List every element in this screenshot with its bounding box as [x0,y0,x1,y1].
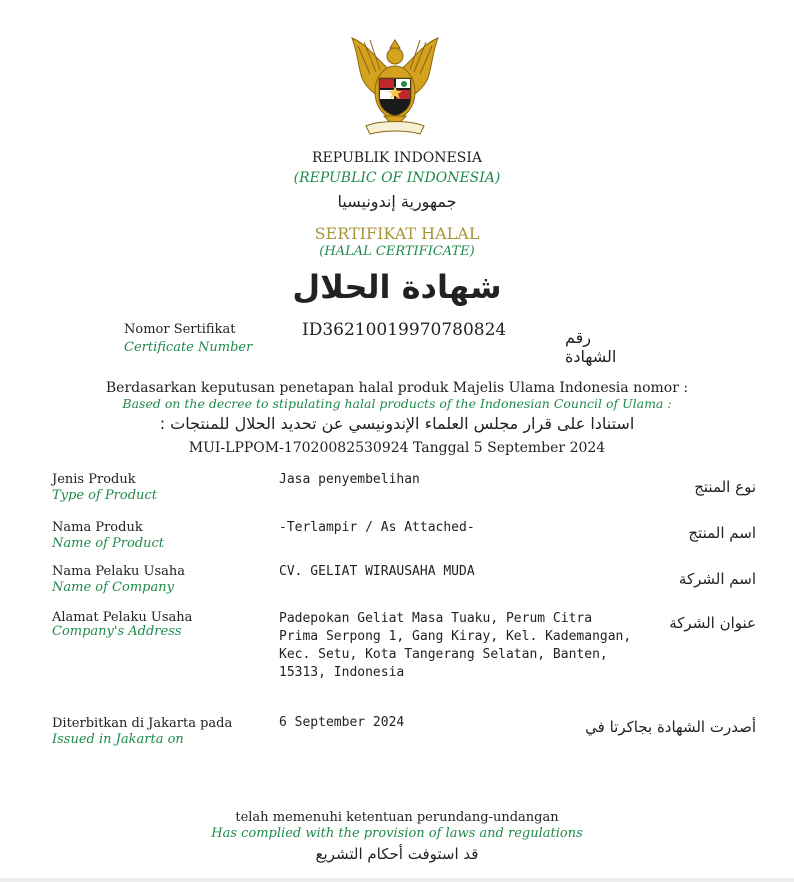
cert-number-label-en: Certificate Number [124,340,253,355]
product-name-value: -Terlampir / As Attached- [279,520,475,535]
republic-title-ar: جمهورية إندونيسيا [337,192,457,211]
page-edge [0,878,794,882]
certificate-title-en: (HALAL CERTIFICATE) [319,244,475,259]
decree-text-en: Based on the decree to stipulating halal products of the Indonesian Council of Ulama : [122,396,672,411]
certificate-title-ar: شهادة الحلال [292,268,502,306]
company-name-label: Nama Pelaku Usaha [52,564,185,579]
company-name-label-en: Name of Company [52,580,174,595]
product-type-value: Jasa penyembelihan [279,472,420,487]
issued-label-ar: أصدرت الشهادة بجاكرتا في [585,718,756,736]
decree-number: MUI-LPPOM-17020082530924 Tanggal 5 September 2024 [188,440,606,456]
decree-text: Berdasarkan keputusan penetapan halal produk Majelis Ulama Indonesia nomor : [105,380,689,396]
decree-text-ar: استنادا على قرار مجلس العلماء الإندونيسي عن تحديد الحلال للمنتجات : [159,414,635,433]
compliance-text: telah memenuhi ketentuan perundang-undangan [235,810,559,825]
republic-title: REPUBLIK INDONESIA [312,150,482,166]
company-address-label: Alamat Pelaku Usaha [52,610,193,625]
issued-label: Diterbitkan di Jakarta pada [52,716,233,731]
issued-label-en: Issued in Jakarta on [52,732,184,747]
product-type-label: Jenis Produk [52,472,136,487]
product-name-label-ar: اسم المنتج [688,524,756,542]
certificate-title: SERTIFIKAT HALAL [314,224,480,243]
cert-number-label-ar: رقم الشهادة [565,328,617,366]
company-address-label-ar: عنوان الشركة [669,614,756,632]
product-type-label-ar: نوع المنتج [694,478,756,496]
company-name-value: CV. GELIAT WIRAUSAHA MUDA [279,564,475,579]
address-line: Prima Serpong 1, Gang Kiray, Kel. Kademangan, [279,629,632,644]
cert-number-label: Nomor Sertifikat [124,322,236,337]
garuda-emblem-icon [340,34,450,138]
republic-title-en: (REPUBLIC OF INDONESIA) [293,170,501,186]
company-address-value [279,610,631,682]
product-name-label-en: Name of Product [52,536,165,551]
company-name-label-ar: اسم الشركة [678,570,756,588]
address-line: 15313, Indonesia [279,665,405,680]
cert-number-value: ID36210019970780824 [302,320,507,340]
compliance-text-ar: قد استوفت أحكام التشريع [315,845,479,863]
issued-date: 6 September 2024 [279,715,405,730]
compliance-text-en: Has complied with the provision of laws and regulations [211,826,583,841]
product-name-label: Nama Produk [52,520,143,535]
product-type-label-en: Type of Product [52,488,157,503]
company-address-label-en: Company's Address [52,624,182,639]
address-line: Padepokan Geliat Masa Tuaku, Perum Citra [279,611,593,626]
address-line: Kec. Setu, Kota Tangerang Selatan, Banten, [279,647,608,662]
